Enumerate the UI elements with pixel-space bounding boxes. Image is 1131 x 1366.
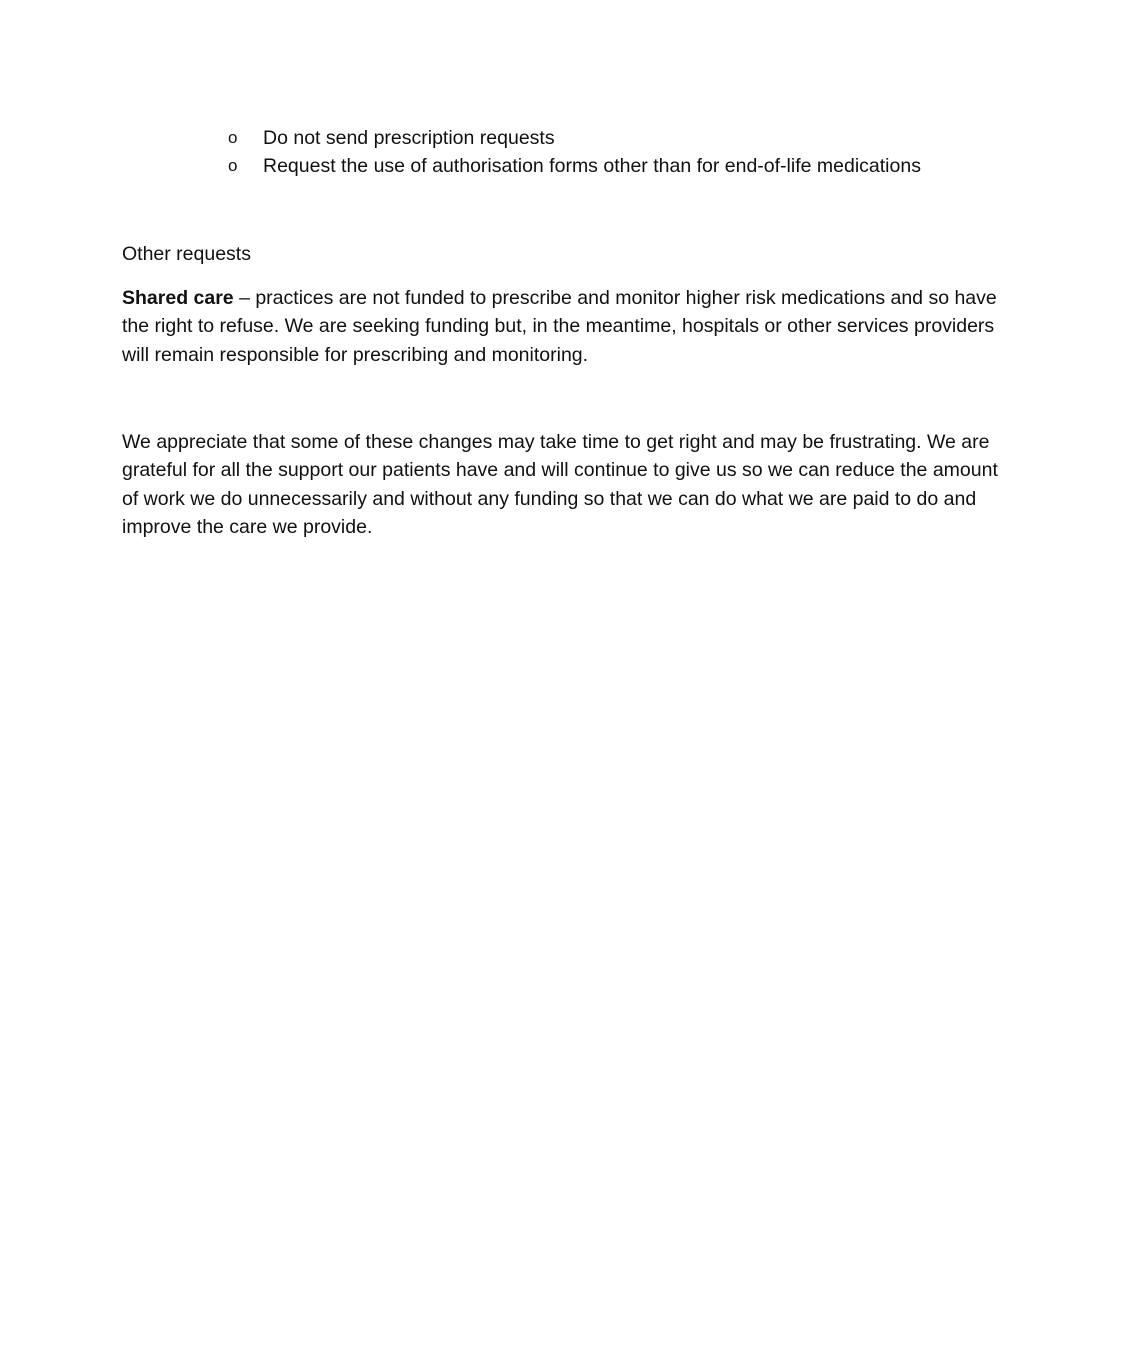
list-item bbox=[0, 124, 1131, 152]
shared-care-text: – practices are not funded to prescribe and monitor higher risk medications and so have the right to refuse. We are seeking funding but, in the meantime, hospitals or other services providers will remain responsible for prescribing and monitoring. bbox=[122, 287, 997, 366]
section-heading-other-requests: Other requests bbox=[122, 243, 251, 265]
hollow-bullet-icon: o bbox=[228, 156, 238, 176]
list-item-text: Do not send prescription requests bbox=[263, 127, 555, 149]
shared-care-paragraph bbox=[122, 284, 1012, 369]
closing-paragraph: We appreciate that some of these changes may take time to get right and may be frustrating. We are grateful for all the support our patients have and will continue to give us so we can reduce the amount of work we do unnecessarily and without any funding so that we can do what we are paid to do and improve the care we provide. bbox=[122, 431, 998, 538]
shared-care-label: Shared care bbox=[122, 287, 234, 309]
list-item bbox=[0, 152, 1131, 180]
hollow-bullet-icon: o bbox=[228, 128, 238, 147]
list-item-text: Request the use of authorisation forms other than for end-of-life medications bbox=[263, 155, 921, 178]
bullet-list bbox=[0, 124, 1131, 181]
